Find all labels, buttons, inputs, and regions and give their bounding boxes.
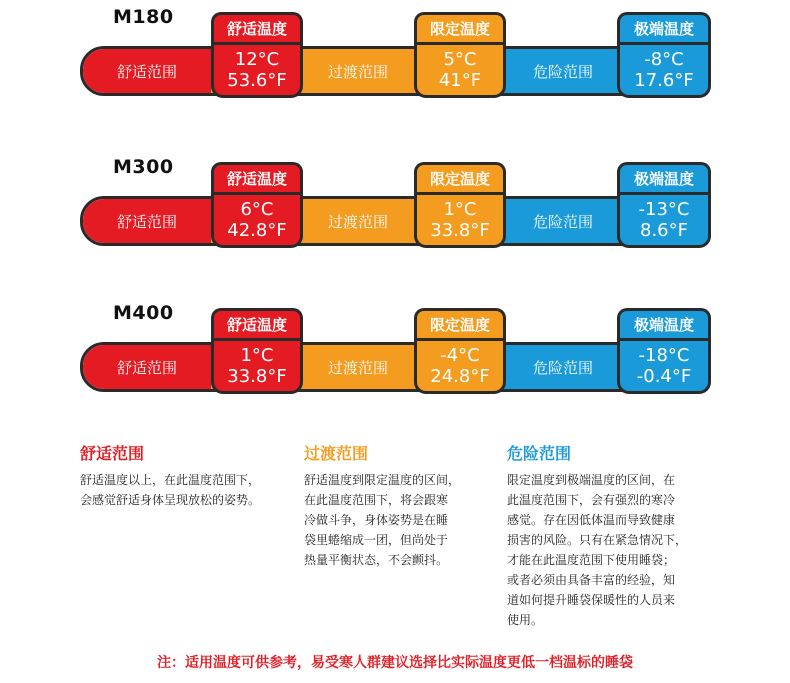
comfort-range-segment [83, 49, 211, 93]
danger-range-label: 危险范围 [532, 358, 593, 377]
limit-temp-title: 限定温度 [414, 12, 506, 42]
legend-line: 在此温度范围下，将会跟寒 [304, 493, 449, 507]
comfort-range-label: 舒适范围 [116, 212, 177, 231]
legend-transition-title: 过渡范围 [304, 444, 369, 463]
legend-line: 限定温度到极端温度的区间，在 [507, 473, 676, 487]
comfort-temp-value [211, 338, 303, 394]
comfort-temp-fahrenheit: 33.8°F [227, 366, 287, 387]
transition-range-label: 过渡范围 [327, 358, 388, 377]
limit-temp-celsius: 5°C [443, 49, 477, 70]
comfort-temp-value [211, 42, 303, 98]
comfort-temp-title: 舒适温度 [211, 162, 303, 192]
legend-danger-title: 危险范围 [507, 444, 572, 463]
model-m300 [0, 156, 790, 301]
comfort-temp-fahrenheit: 42.8°F [227, 220, 287, 241]
legend-comfort-title: 舒适范围 [80, 444, 145, 463]
model-name: M300 [113, 156, 174, 178]
legend-line: 使用。 [507, 613, 544, 627]
extreme-temp-title: 极端温度 [617, 12, 711, 42]
model-name: M180 [113, 6, 174, 28]
extreme-temp-fahrenheit: 17.6°F [634, 70, 694, 91]
legend-line: 袋里蜷缩成一团，但尚处于 [304, 533, 449, 547]
comfort-range-label: 舒适范围 [116, 358, 177, 377]
limit-temp-title: 限定温度 [414, 308, 506, 338]
extreme-temp-fahrenheit: -0.4°F [636, 366, 692, 387]
transition-range-label: 过渡范围 [327, 62, 388, 81]
comfort-temp-celsius: 12°C [234, 49, 280, 70]
range-bar [80, 196, 710, 246]
comfort-temp-fahrenheit: 53.6°F [227, 70, 287, 91]
legend-line: 热量平衡状态，不会颤抖。 [304, 553, 449, 567]
legend-line: 损害的风险。只有在紧急情况下， [507, 533, 688, 547]
legend-line: 冷做斗争，身体姿势是在睡 [304, 513, 449, 527]
comfort-temp-title: 舒适温度 [211, 308, 303, 338]
limit-temp-title: 限定温度 [414, 162, 506, 192]
legend-danger-text [507, 470, 722, 630]
comfort-temp-celsius: 1°C [240, 345, 274, 366]
legend-line: 或者必须由具备丰富的经验，知 [507, 573, 676, 587]
limit-temp-value [414, 192, 506, 248]
legend-line: 感觉。存在因低体温而导致健康 [507, 513, 676, 527]
legend-comfort-text [80, 470, 295, 510]
comfort-range-label: 舒适范围 [116, 62, 177, 81]
limit-temp-value [414, 338, 506, 394]
extreme-temp-title: 极端温度 [617, 162, 711, 192]
extreme-temp-title: 极端温度 [617, 308, 711, 338]
comfort-range-segment [83, 199, 211, 243]
legend-line: 会感觉舒适身体呈现放松的姿势。 [80, 493, 261, 507]
model-m180 [0, 6, 790, 151]
legend-line: 此温度范围下，会有强烈的寒冷 [507, 493, 676, 507]
extreme-temp-value [617, 338, 711, 394]
comfort-temp-title: 舒适温度 [211, 12, 303, 42]
legend-danger [507, 441, 722, 630]
limit-temp-fahrenheit: 41°F [438, 70, 482, 91]
model-name: M400 [113, 302, 174, 324]
danger-range-label: 危险范围 [532, 212, 593, 231]
extreme-temp-celsius: -18°C [638, 345, 690, 366]
comfort-temp-value [211, 192, 303, 248]
legend-line: 舒适温度到限定温度的区间， [304, 473, 461, 487]
legend-comfort [80, 441, 295, 510]
comfort-range-segment [83, 345, 211, 389]
legend-line: 道如何提升睡袋保暖性的人员来 [507, 593, 676, 607]
extreme-temp-value [617, 42, 711, 98]
range-bar [80, 46, 710, 96]
legend-transition [304, 441, 494, 570]
limit-temp-value [414, 42, 506, 98]
extreme-temp-celsius: -13°C [638, 199, 690, 220]
legend-line: 才能在此温度范围下使用睡袋； [507, 553, 676, 567]
danger-range-label: 危险范围 [532, 62, 593, 81]
limit-temp-fahrenheit: 33.8°F [430, 220, 490, 241]
limit-temp-fahrenheit: 24.8°F [430, 366, 490, 387]
comfort-temp-celsius: 6°C [240, 199, 274, 220]
limit-temp-celsius: 1°C [443, 199, 477, 220]
extreme-temp-celsius: -8°C [644, 49, 684, 70]
footnote: 注：适用温度可供参考，易受寒人群建议选择比实际温度更低一档温标的睡袋 [157, 655, 633, 671]
transition-range-label: 过渡范围 [327, 212, 388, 231]
extreme-temp-fahrenheit: 8.6°F [640, 220, 688, 241]
legend-transition-text [304, 470, 494, 570]
model-m400 [0, 302, 790, 447]
range-bar [80, 342, 710, 392]
legend-line: 舒适温度以上，在此温度范围下， [80, 473, 261, 487]
limit-temp-celsius: -4°C [440, 345, 480, 366]
extreme-temp-value [617, 192, 711, 248]
